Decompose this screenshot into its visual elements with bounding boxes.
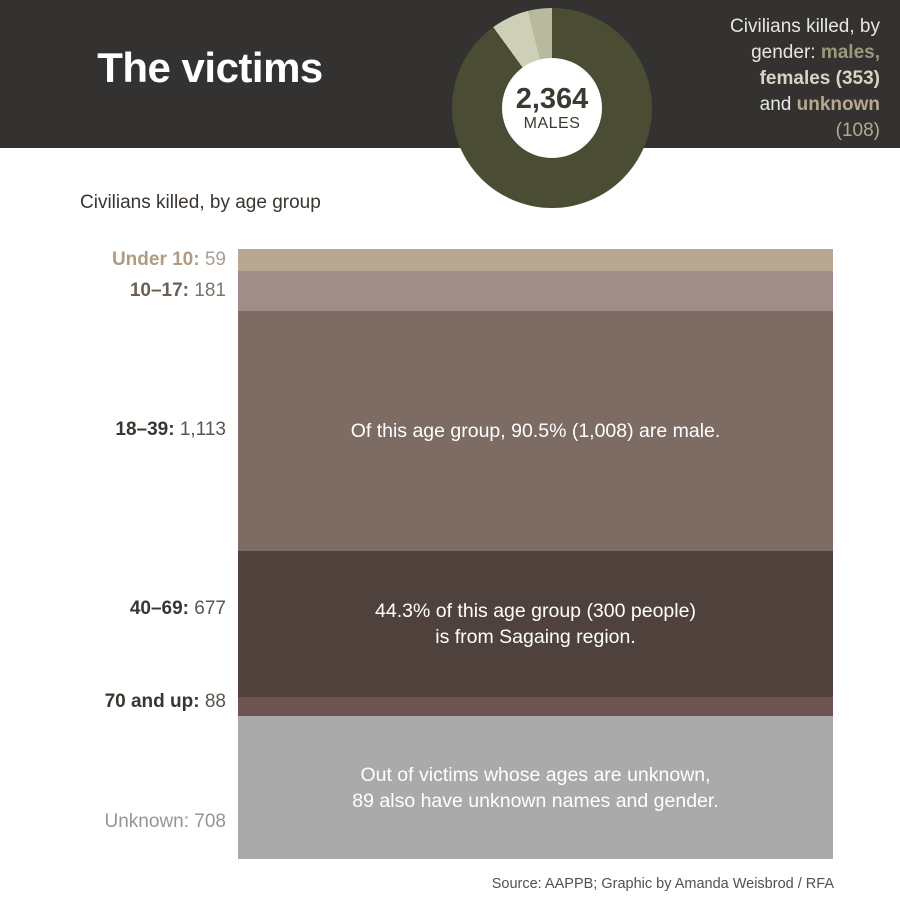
annotation-40-69 <box>375 598 696 650</box>
label-18-39-value: 1,113 <box>179 419 226 440</box>
label-40-69 <box>130 598 226 620</box>
label-40-69-value: 677 <box>194 598 226 619</box>
label-10-17-name: 10–17: <box>129 280 190 301</box>
label-70-and-up-name: 70 and up: <box>104 691 200 712</box>
annotation-unknown-line2: 89 also have unknown names and gender. <box>352 789 719 812</box>
bar-segment-under-10 <box>238 249 833 271</box>
gender-donut-chart <box>452 8 652 208</box>
gender-caption-line1: Civilians killed, by <box>730 16 880 37</box>
annotation-unknown-line1: Out of victims whose ages are unknown, <box>360 763 711 786</box>
annotation-18-39: Of this age group, 90.5% (1,008) are male. <box>350 420 721 442</box>
label-unknown-name: Unknown: <box>104 811 190 832</box>
donut-center <box>502 58 602 158</box>
age-group-labels <box>0 249 226 859</box>
label-under-10 <box>112 249 226 271</box>
page-title: The victims <box>97 44 323 91</box>
annotation-40-69-line2: is from Sagaing region. <box>435 626 636 648</box>
legend-unknown: unknown <box>796 94 880 115</box>
legend-females: females (353) <box>759 68 880 89</box>
legend-unknown-count: (108) <box>835 120 880 141</box>
annotation-unknown <box>352 762 718 814</box>
donut-center-value: 2,364 <box>515 82 589 115</box>
label-70-and-up-value: 88 <box>204 691 226 712</box>
bar-segment-70-and-up <box>238 697 833 716</box>
header-bar <box>0 0 900 148</box>
bar-segment-10-17 <box>238 271 833 311</box>
annotation-40-69-line1: 44.3% of this age group (300 people) <box>375 600 696 622</box>
source-credit: Source: AAPPB; Graphic by Amanda Weisbrod / RFA <box>491 876 834 892</box>
age-group-stacked-chart <box>238 249 833 859</box>
label-unknown-value: 708 <box>194 811 226 832</box>
label-10-17 <box>130 280 226 302</box>
gender-caption-line2-prefix: gender: <box>751 42 821 63</box>
label-under-10-value: 59 <box>204 249 226 270</box>
label-10-17-value: 181 <box>194 280 226 301</box>
donut-center-label: MALES <box>523 114 581 132</box>
bar-segment-18-39 <box>238 311 833 551</box>
bar-segment-unknown <box>238 716 833 859</box>
bar-segment-40-69 <box>238 551 833 697</box>
label-unknown <box>105 811 226 833</box>
label-70-and-up <box>105 691 226 713</box>
age-group-caption: Civilians killed, by age group <box>80 192 321 213</box>
label-18-39-name: 18–39: <box>115 419 175 440</box>
label-under-10-name: Under 10: <box>111 249 200 270</box>
label-40-69-name: 40–69: <box>129 598 190 619</box>
gender-caption-and: and <box>759 94 797 115</box>
legend-males: males, <box>820 42 880 63</box>
label-18-39 <box>115 419 226 441</box>
